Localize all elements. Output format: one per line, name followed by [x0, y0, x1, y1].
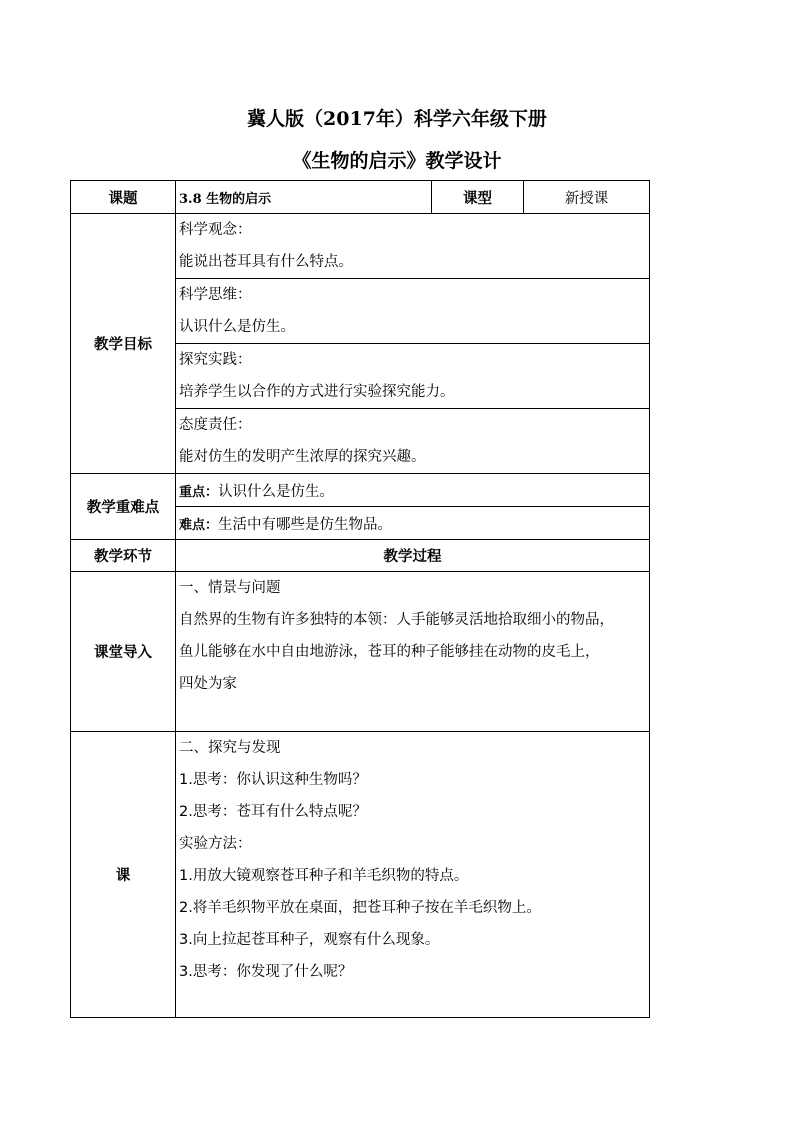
objectives-label: 教学目标	[71, 214, 176, 474]
topic-value	[176, 181, 432, 214]
type-value: 新授课	[524, 181, 650, 214]
lesson-line: 1.思考：你认识这种生物吗？	[179, 772, 367, 788]
objective-block	[176, 344, 650, 409]
process-header-row	[71, 540, 650, 572]
objective-text: 认识什么是仿生。	[179, 319, 295, 335]
lesson-line: 1.用放大镜观察苍耳种子和羊毛织物的特点。	[179, 868, 469, 884]
objective-heading: 探究实践：	[179, 352, 252, 368]
objective-text: 培养学生以合作的方式进行实验探究能力。	[179, 384, 455, 400]
key-point-text: 认识什么是仿生。	[218, 483, 335, 500]
intro-line: 四处为家	[179, 676, 237, 692]
difficult-point-text: 生活中有哪些是仿生物品。	[218, 516, 393, 533]
intro-heading: 一、情景与问题	[179, 580, 281, 596]
process-header: 教学过程	[176, 540, 650, 572]
lesson-label: 课	[71, 732, 176, 1018]
objective-block	[176, 409, 650, 474]
lesson-plan-table	[70, 180, 650, 1018]
intro-line: 自然界的生物有许多独特的本领：人手能够灵活地拾取细小的物品，	[179, 612, 614, 628]
topic-value-text: 3.8 生物的启示	[179, 191, 272, 207]
objective-block	[176, 279, 650, 344]
intro-content	[176, 572, 650, 732]
type-label: 课型	[432, 181, 524, 214]
lesson-line: 2.思考：苍耳有什么特点呢？	[179, 804, 367, 820]
intro-line: 鱼儿能够在水中自由地游泳，苍耳的种子能够挂在动物的皮毛上，	[179, 644, 600, 660]
objective-heading: 科学观念：	[179, 222, 252, 238]
stage-header: 教学环节	[71, 540, 176, 572]
lesson-row	[71, 732, 650, 1018]
key-point-label: 重点：	[179, 484, 219, 500]
lesson-line: 3.向上拉起苍耳种子，观察有什么现象。	[179, 932, 440, 948]
lesson-line: 3.思考：你发现了什么呢？	[179, 964, 353, 980]
lesson-content	[176, 732, 650, 1018]
objective-text: 能说出苍耳具有什么特点。	[179, 254, 353, 270]
key-point-cell	[176, 474, 650, 507]
objective-heading: 态度责任：	[179, 417, 252, 433]
topic-row	[71, 181, 650, 214]
document-subtitle: 《生物的启示》教学设计	[292, 150, 502, 172]
objective-block	[176, 214, 650, 279]
difficult-point-cell	[176, 507, 650, 540]
objective-row-1	[71, 214, 650, 279]
lesson-line: 二、探究与发现	[179, 740, 281, 756]
key-point-row	[71, 474, 650, 507]
intro-row	[71, 572, 650, 732]
intro-label: 课堂导入	[71, 572, 176, 732]
lesson-line: 实验方法：	[179, 836, 252, 852]
objective-heading: 科学思维：	[179, 287, 252, 303]
difficult-point-label: 难点：	[179, 517, 219, 533]
lesson-line: 2.将羊毛织物平放在桌面，把苍耳种子按在羊毛织物上。	[179, 900, 541, 916]
objective-text: 能对仿生的发明产生浓厚的探究兴趣。	[179, 449, 426, 465]
key-points-label: 教学重难点	[71, 474, 176, 540]
topic-label: 课题	[71, 181, 176, 214]
document-title: 冀人版（2017年）科学六年级下册	[247, 108, 547, 130]
